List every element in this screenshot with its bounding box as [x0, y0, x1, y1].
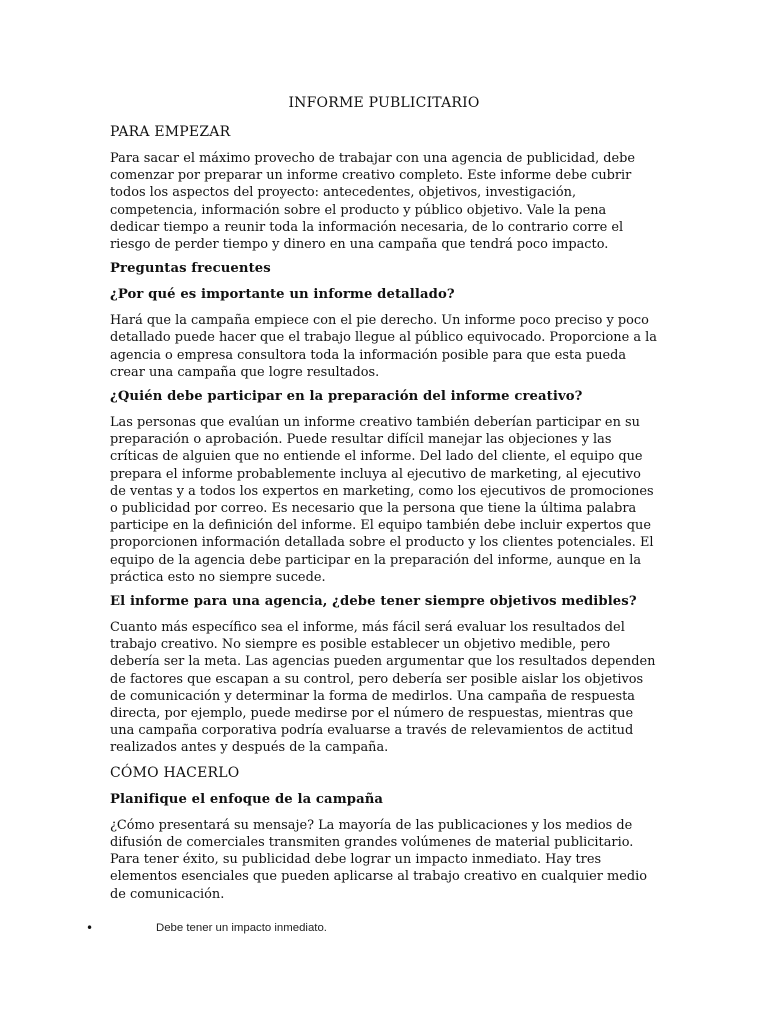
- question-1-answer: Hará que la campaña empiece con el pie derecho. Un informe poco preciso y poco detallado puede hacer que el trabajo llegue al público equivocado. Proporcione a la agencia o empresa consultora toda la información posible para que esta pueda crear una campaña que logre resultados.: [110, 313, 657, 380]
- section-heading-como-hacerlo: CÓMO HACERLO: [110, 764, 240, 781]
- intro-paragraph: Para sacar el máximo provecho de trabajar con una agencia de publicidad, debe comenzar por preparar un informe creativo completo. Este informe debe cubrir todos los aspectos del proyecto: antecedentes, objetivos, investigación, competencia, información sobre el producto y público objetivo. Vale la pena dedicar tiempo a reunir toda la información necesaria, de lo contrario corre el riesgo de perder tiempo y dinero en una campaña que tendrá poco impacto.: [110, 151, 636, 253]
- bullet-icon: •: [86, 921, 94, 935]
- question-2-answer: Las personas que evalúan un informe creativo también deberían participar en su preparación o aprobación. Puede resultar difícil manejar las objeciones y las críticas de alguien que no entiende el informe. Del lado del cliente, el equipo que prepara el informe probablemente incluya al ejecutivo de marketing, al ejecutivo de ventas y a todos los expertos en marketing, como los ejecutivos de promociones o publicidad por correo. Es necesario que la persona que tiene la última palabra participe en la definición del informe. El equipo también debe incluir expertos que proporcionen información detallada sobre el producto y los clientes potenciales. El equipo de la agencia debe participar en la preparación del informe, aunque en la práctica esto no siempre sucede.: [110, 415, 654, 585]
- document-title: INFORME PUBLICITARIO: [288, 95, 480, 111]
- bullet-item-text: Debe tener un impacto inmediato.: [156, 922, 327, 934]
- document-body: [110, 94, 658, 910]
- question-3-heading: El informe para una agencia, ¿debe tener siempre objetivos medibles?: [110, 594, 637, 610]
- bullet-list-item: [86, 919, 686, 937]
- faq-heading: Preguntas frecuentes: [110, 261, 271, 277]
- plan-heading: Planifique el enfoque de la campaña: [110, 791, 384, 807]
- section-heading-para-empezar: PARA EMPEZAR: [110, 124, 231, 140]
- plan-paragraph: ¿Cómo presentará su mensaje? La mayoría de las publicaciones y los medios de difusión de comerciales transmiten grandes volúmenes de material publicitario. Para tener éxito, su publicidad debe lograr un impacto inmediato. Hay tres elementos esenciales que pueden aplicarse al trabajo creativo en cualquier medio de comunicación.: [110, 817, 647, 902]
- question-3-answer: Cuanto más específico sea el informe, más fácil será evaluar los resultados del trabajo creativo. No siempre es posible establecer un objetivo medible, pero debería ser la meta. Las agencias pueden argumentar que los resultados dependen de factores que escapan a su control, pero debería ser posible aislar los objetivos de comunicación y determinar la forma de medirlos. Una campaña de respuesta directa, por ejemplo, puede medirse por el número de respuestas, mientras que una campaña corporativa podría evaluarse a través de relevamientos de actitud realizados antes y después de la campaña.: [110, 620, 656, 756]
- question-1-heading: ¿Por qué es importante un informe detallado?: [110, 287, 455, 303]
- question-2-heading: ¿Quién debe participar en la preparación del informe creativo?: [110, 389, 583, 405]
